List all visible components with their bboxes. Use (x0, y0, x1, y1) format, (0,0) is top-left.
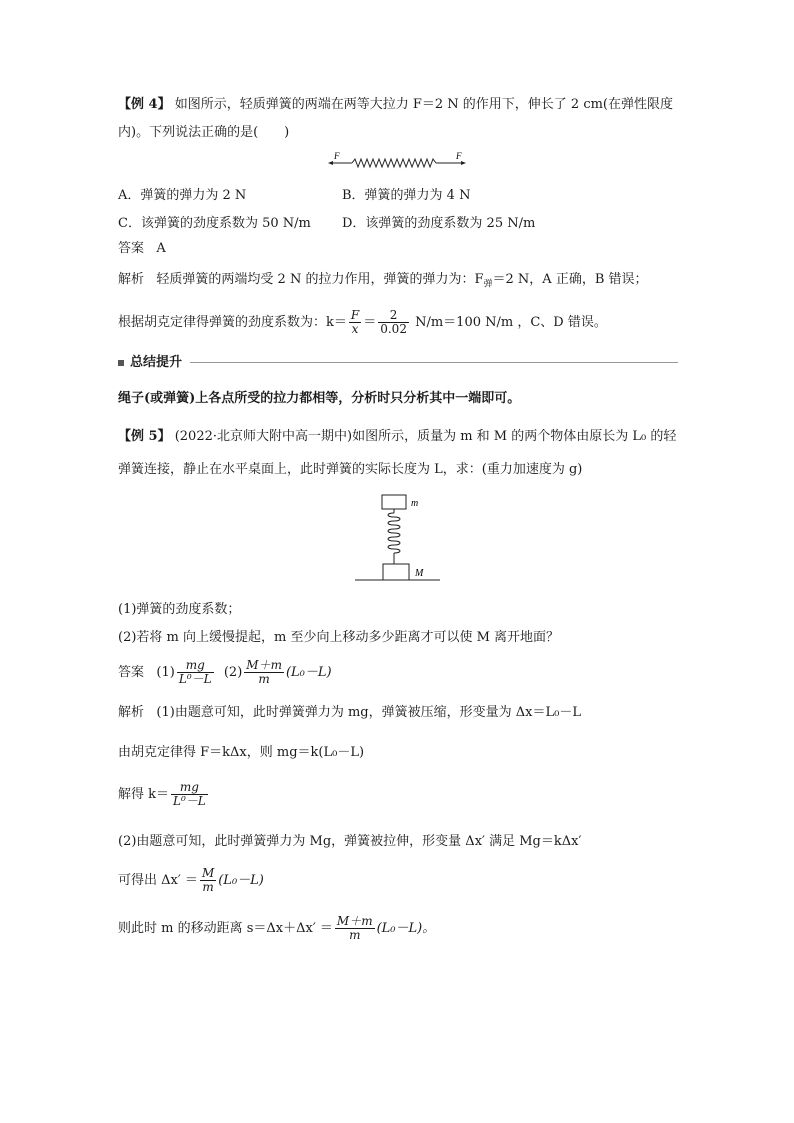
summary-text: 绳子(或弹簧)上各点所受的拉力都相等，分析时只分析其中一端即可。 (118, 391, 521, 406)
ex5-analysis-line6: 则此时 m 的移动距离 s＝Δx＋Δx′ ＝ $\frac{M+m}{m}$ (L₀－L)。 (118, 914, 436, 942)
ex4-analysis-text1b: ＝2 N，A 正确，B 错误； (492, 272, 648, 287)
ex4-analysis-text2a: 根据胡克定律得弹簧的劲度系数为：k＝ (118, 315, 347, 330)
ex4-answer-value: A (156, 241, 166, 256)
ex5-analysis-line2: 由胡克定律得 F＝kΔx，则 mg＝k(L₀－L) (118, 745, 365, 760)
ex4-equals: ＝ (363, 315, 377, 330)
ex4-option-c: C．该弹簧的劲度系数为 50 N/m (118, 216, 311, 231)
force-label-right: F (456, 151, 462, 161)
ex4-analysis-sub: 弹 (483, 279, 493, 290)
ex5-question-line1 (118, 428, 676, 446)
ex4-analysis-label: 解析 (118, 272, 145, 287)
force-label-left: F (334, 151, 340, 161)
ex4-analysis-line2 (118, 308, 607, 338)
square-bullet-icon (118, 360, 124, 366)
ex5-answer-label: 答案 (118, 665, 145, 680)
ex5-analysis-line1: 解析 (1)由题意可知，此时弹簧弹力为 mg，弹簧被压缩，形变量为 Δx＝L₀－L (118, 705, 581, 720)
ex5-s-fraction: $\frac{M+m}{m}$ (336, 914, 373, 942)
ex5-analysis-label: 解析 (118, 705, 145, 720)
spring-vertical-figure (352, 492, 452, 588)
ex5-subquestion-1: (1)弹簧的劲度系数； (118, 602, 241, 617)
ex5-k-fraction: $\frac{mg}{\text{L⁰－L}}$ (173, 780, 206, 808)
summary-title: 总结提升 (118, 354, 182, 372)
ex4-fraction-F-over-x: $\frac{F}{x}$ (350, 308, 360, 336)
ex5-analysis-line5: 可得出 Δx′ ＝ $\frac{M}{m}$ (L₀－L) (118, 866, 264, 894)
ex5-answer2-fraction: $\frac{M+m}{m}$ (246, 658, 282, 686)
ex4-analysis-text1a: 轻质弹簧的两端均受 2 N 的拉力作用，弹簧的弹力为：F (156, 272, 484, 287)
ex4-analysis-line1 (118, 271, 648, 294)
ex4-tag: 【例 4】 (118, 97, 171, 112)
ex4-answer-label: 答案 (118, 241, 145, 256)
ex4-question-text1: 如图所示，轻质弹簧的两端在两等大拉力 F＝2 N 的作用下，伸长了 2 cm(在弹性限度 (174, 97, 673, 112)
mass-M-label: M (415, 568, 424, 579)
ex4-option-a: A．弹簧的弹力为 2 N (118, 188, 247, 203)
ex5-analysis-line3: 解得 k＝ $\frac{mg}{\text{L⁰－L}}$ (118, 780, 206, 808)
ex5-answer1-fraction: $\frac{mg}{\text{L⁰－L}}$ (178, 658, 212, 686)
ex5-question-line2: 弹簧连接，静止在水平桌面上，此时弹簧的实际长度为 L，求：(重力加速度为 g) (118, 462, 583, 477)
mass-m-label: m (411, 498, 419, 509)
ex4-analysis-text2b: N/m＝100 N/m ，C、D 错误。 (415, 315, 607, 330)
ex4-answer (118, 240, 166, 258)
ex4-question-line2: 内)。下列说法正确的是( ) (118, 125, 290, 140)
summary-divider (190, 362, 678, 363)
ex4-option-b: B．弹簧的弹力为 4 N (342, 188, 471, 203)
ex5-subquestion-2: (2)若将 m 向上缓慢提起，m 至少向上移动多少距离才可以使 M 离开地面？ (118, 630, 560, 645)
ex4-question-line1 (118, 96, 673, 114)
ex4-fraction-2-over-002: $\frac{2}{0.02}$ (380, 308, 407, 336)
ex5-answer: 答案 (1) $\frac{mg}{\text{L⁰－L}}$ (2) $\frac{M+m}{m}$ (L₀－L) (118, 658, 332, 686)
ex4-option-d: D．该弹簧的劲度系数为 25 N/m (342, 216, 536, 231)
ex5-tag: 【例 5】 (118, 429, 171, 444)
ex5-analysis-line4: (2)由题意可知，此时弹簧弹力为 Mg，弹簧被拉伸，形变量 Δx′ 满足 Mg＝kΔx′ (118, 834, 582, 849)
spring-horizontal-figure (322, 150, 472, 172)
ex5-dx-fraction: $\frac{M}{m}$ (201, 866, 215, 894)
ex5-question-text1: (2022·北京师大附中高一期中)如图所示，质量为 m 和 M 的两个物体由原长为 L₀ 的轻 (174, 429, 677, 444)
